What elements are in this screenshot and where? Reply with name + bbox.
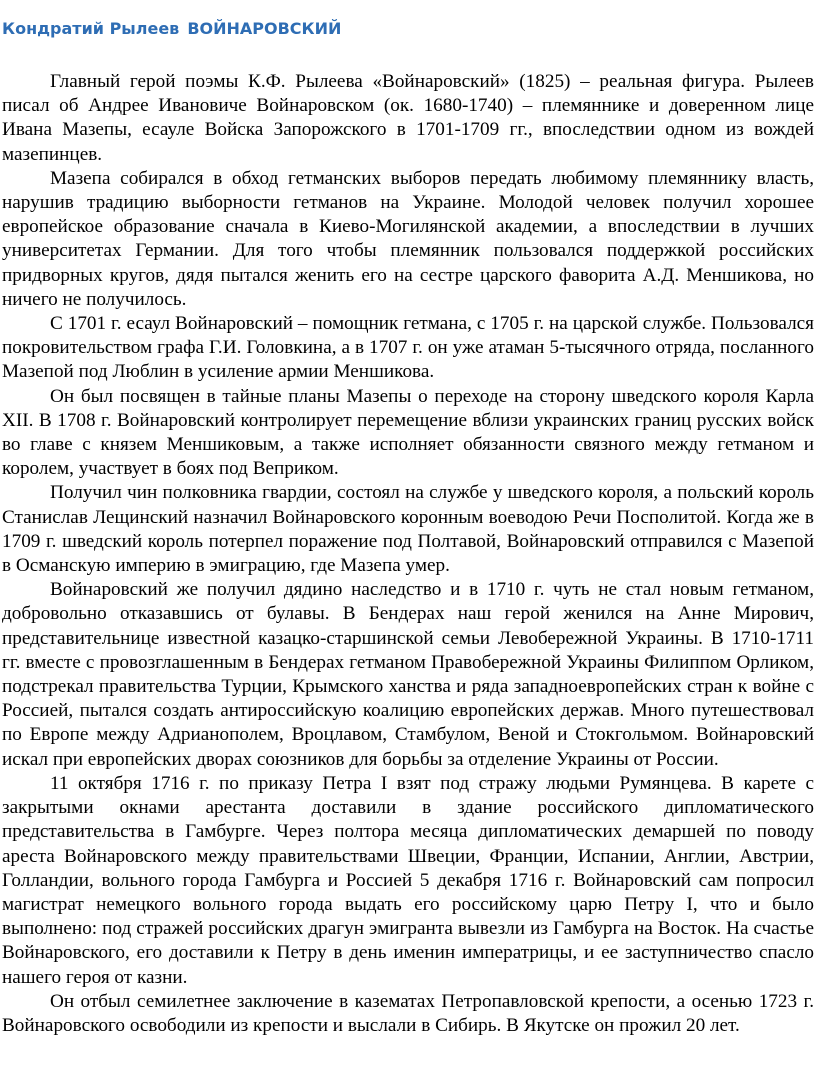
paragraph-3: С 1701 г. есаул Войнаровский – помощник гетмана, с 1705 г. на царской службе. Пользовался покровительством графа Г.И. Головкина, а в 1707 г. он уже атаман 5-тысячного отряда, посланного Мазепой под Люблин в усиление армии Меншикова. — [2, 313, 814, 383]
heading-author: Кондратий Рылеев — [2, 19, 180, 38]
paragraph-7: 11 октября 1716 г. по приказу Петра I взят под стражу людьми Румянцева. В карете с закрытыми окнами арестанта доставили в здание российского дипломатического представительства в Гамбурге. Через полтора месяца дипломатических демаршей по поводу ареста Войнаровского между правительствами Швеции, Франции, Испании, Англии, Австрии, Голландии, вольного города Гамбурга и Россией 5 декабря 1716 г. Войнаровский сам попросил магистрат немецкого вольного города выдать его российскому царю Петру I, что и было выполнено: под стражей российских драгун эмигранта вывезли из Гамбурга на Восток. На счастье Войнаровского, его доставили к Петру в день именин императрицы, и ее заступничество спасло нашего героя от казни. — [2, 772, 814, 988]
paragraph-2: Мазепа собирался в обход гетманских выборов передать любимому племяннику власть, нарушив традицию выборности гетманов на Украине. Молодой человек получил хорошее европейское образование сначала в Киево-Могилянской академии, а впоследствии в лучших университетах Германии. Для того чтобы племянник пользовался поддержкой российских придворных кругов, дядя пытался женить его на сестре царского фаворита А.Д. Меншикова, но ничего не получилось. — [2, 167, 814, 310]
paragraph-5: Получил чин полковника гвардии, состоял на службе у шведского короля, а польский король Станислав Лещинский назначил Войнаровского коронным воеводою Речи Посполитой. Когда же в 1709 г. шведский король потерпел поражение под Полтавой, Войнаровский отправился с Мазепой в Османскую империю в эмиграцию, где Мазепа умер. — [2, 482, 814, 577]
heading-title: ВОЙНАРОВСКИЙ — [187, 19, 342, 38]
paragraph-1: Главный герой поэмы К.Ф. Рылеева «Войнаровский» (1825) – реальная фигура. Рылеев писал об Андрее Ивановиче Войнаровском (ок. 1680-1740) – племяннике и доверенном лице Ивана Мазепы, есауле Войска Запорожского в 1701-1709 гг., впоследствии одном из вождей мазепинцев. — [2, 71, 814, 165]
paragraph-4: Он был посвящен в тайные планы Мазепы о переходе на сторону шведского короля Карла XII. В 1708 г. Войнаровский контролирует перемещение вблизи украинских границ русских войск во главе с князем Меншиковым, а также исполняет обязанности связного между гетманом и королем, участвует в боях под Веприком. — [2, 385, 814, 480]
paragraph-8: Он отбыл семилетнее заключение в казематах Петропавловской крепости, а осенью 1723 г. Войнаровского освободили из крепости и выслали в Сибирь. В Якутске он прожил 20 лет. — [2, 990, 814, 1036]
paragraph-6: Войнаровский же получил дядино наследство и в 1710 г. чуть не стал новым гетманом, добровольно отказавшись от булавы. В Бендерах наш герой женился на Анне Мирович, представительнице известной казацко-старшинской семьи Левобережной Украины. В 1710-1711 гг. вместе с провозглашенным в Бендерах гетманом Правобережной Украины Филиппом Орликом, подстрекал правительства Турции, Крымского ханства и ряда западноевропейских стран к войне с Россией, пытался создать антироссийскую коалицию европейских держав. Много путешествовал по Европе между Адрианополем, Вроцлавом, Стамбулом, Веной и Стокгольмом. Войнаровский искал при европейских дворах союзников для борьбы за отделение Украины от России. — [2, 579, 814, 770]
document-heading — [2, 14, 816, 44]
document-body — [2, 70, 814, 1038]
